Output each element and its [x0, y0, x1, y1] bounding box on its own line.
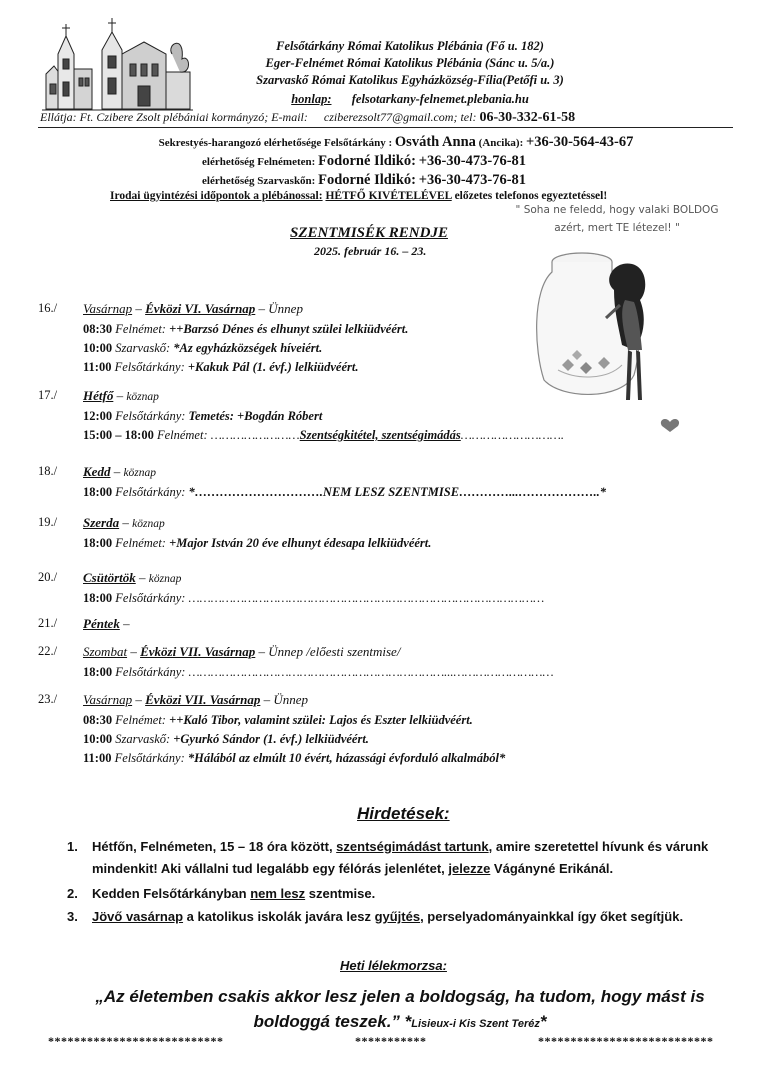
announcements-title: Hirdetések:: [357, 804, 450, 823]
mass-time: 08:30: [83, 322, 113, 336]
mass-place: Felnémet:: [115, 713, 166, 727]
header-care-line: [40, 110, 740, 126]
weekly-quote-end: boldoggá teszek.” *: [253, 1012, 412, 1031]
felnemet-name: Fodorné Ildikó:: [318, 153, 416, 169]
announcement-text: [92, 906, 757, 928]
sacristan-phone: +36-30-564-43-67: [526, 134, 634, 150]
mass-time: 11:00: [83, 360, 112, 374]
header-parish-2: Eger-Felnémet Római Katolikus Plébánia (Sánc u. 5/a.): [265, 56, 555, 70]
mass-place: Felnémet:: [115, 536, 166, 550]
contact-szarvasko: [202, 172, 526, 189]
mass-intention: ……………………………………………………………………………………: [188, 591, 545, 605]
image-quote-line-1: " Soha ne feledd, hogy valaki BOLDOG: [515, 204, 719, 216]
announcement-text-emph: szentségimádást tartunk: [336, 839, 489, 854]
day-name: Vasárnap: [83, 301, 133, 316]
mass-entry: [83, 409, 322, 424]
mass-entry: [83, 428, 564, 443]
mass-intention-tail: ……………………….: [460, 428, 564, 442]
mass-place: Szarvaskő:: [115, 732, 171, 746]
mass-intention: ……………………………………………………………...………………………: [188, 665, 554, 679]
day-separator: –: [113, 388, 127, 403]
mass-entry: [83, 751, 505, 766]
girl-with-jar-illustration: [515, 200, 734, 445]
feast-name: Évközi VII. Vasárnap: [145, 692, 261, 707]
day-name: Kedd: [83, 464, 111, 479]
day-heading: [83, 515, 165, 531]
announcement-text-part: a katolikus iskolák javára lesz: [183, 909, 375, 924]
mass-intention: +Gyurkó Sándor (1. évf.) lelkiüdvéért.: [173, 732, 369, 746]
mass-place: Felsőtárkány:: [114, 751, 185, 765]
mass-intention: Temetés: +Bogdán Róbert: [188, 409, 323, 423]
mass-place: Felnémet:: [115, 322, 166, 336]
mass-time: 18:00: [83, 536, 113, 550]
mass-place: Felsőtárkány:: [115, 485, 186, 499]
day-name: Csütörtök: [83, 570, 136, 585]
announcement-text-emph: Jövő vasárnap: [92, 909, 184, 924]
felnemet-phone: +36-30-473-76-81: [418, 153, 527, 169]
day-name: Szerda: [83, 515, 120, 530]
announcement-text-emph: gyűjtés: [374, 909, 421, 924]
mass-entry: [83, 536, 431, 551]
mass-time: 12:00: [83, 409, 113, 423]
day-heading: [83, 570, 181, 586]
day-number: 16./: [38, 301, 58, 315]
weekly-quote-line-1: „Az életemben csakis akkor lesz jelen a boldogság, ha tudom, hogy mást is: [95, 987, 705, 1006]
mass-place: Szarvaskő:: [115, 341, 171, 355]
announcement-3: [67, 906, 757, 928]
weekly-end-star: *: [539, 1012, 547, 1031]
weekly-quote: [40, 984, 760, 1037]
mass-intention: *Hálából az elmúlt 10 évért, házassági évforduló alkalmából*: [187, 751, 506, 765]
mass-entry: [83, 322, 408, 337]
church-logo: [40, 14, 195, 116]
announcement-2: [67, 883, 747, 905]
announcement-number: 1.: [67, 839, 78, 854]
heart-icon: [661, 419, 679, 432]
day-number: 21./: [38, 616, 58, 630]
mass-intention: ++Kaló Tibor, valamint szülei: Lajos és Eszter lelkiüdvéért.: [169, 713, 473, 727]
mass-time: 18:00: [83, 665, 113, 679]
mass-time: 18:00: [83, 591, 113, 605]
day-suffix: köznap: [126, 391, 159, 403]
day-number: 18./: [38, 464, 58, 478]
day-heading: [83, 616, 130, 632]
announcement-text: [92, 836, 747, 880]
announcement-text-emph: jelezze: [448, 861, 491, 876]
day-number: 19./: [38, 515, 58, 529]
office-label: Irodai ügyintézési időpontok a plébánossal:: [110, 190, 323, 202]
day-number: 17./: [38, 388, 58, 402]
day-separator: –: [119, 616, 130, 631]
announcement-text-emph: nem lesz: [250, 886, 306, 901]
image-quote-line-2: azért, mert TE létezel! ": [554, 222, 680, 234]
day-name: Péntek: [83, 616, 120, 631]
footer-stars-left: ***************************: [48, 1034, 224, 1048]
szarvasko-phone: +36-30-473-76-81: [418, 172, 527, 188]
announcement-text: [92, 883, 747, 905]
weekly-attribution: Lisieux-i Kis Szent Teréz: [411, 1018, 540, 1030]
day-name: Szombat: [83, 644, 128, 659]
tel-label: tel:: [460, 110, 477, 124]
mass-entry: [83, 713, 473, 728]
office-note: előzetes telefonos egyeztetéssel!: [454, 190, 608, 202]
day-separator: –: [132, 692, 146, 707]
mass-time: 10:00: [83, 341, 113, 355]
mass-intention: *………………………….NEM LESZ SZENTMISE…………...………………..*: [188, 485, 606, 499]
day-number: 20./: [38, 570, 58, 584]
header-homepage: [200, 92, 620, 107]
mass-intention-emph: Szentségkitétel, szentségimádás: [299, 428, 461, 442]
mass-intention: +Major István 20 éve elhunyt édesapa lelkiüdvéért.: [169, 536, 432, 550]
header-divider: [38, 127, 733, 128]
day-separator: –: [132, 301, 146, 316]
day-suffix: köznap: [123, 467, 157, 479]
mass-entry: [83, 732, 369, 747]
mass-time: 08:30: [83, 713, 113, 727]
mass-place: Felsőtárkány:: [114, 360, 185, 374]
email-link[interactable]: cziberezsolt77@gmail.com;: [323, 110, 458, 124]
announcement-1: [67, 836, 747, 880]
szarvasko-label: elérhetőség Szarvaskőn:: [202, 175, 316, 187]
mass-entry: [83, 485, 606, 500]
mass-place: Felsőtárkány:: [115, 591, 186, 605]
day-number: 22./: [38, 644, 58, 658]
schedule-title: SZENTMISÉK RENDJE: [290, 225, 448, 241]
day-suffix: – Ünnep /előesti szentmise/: [255, 644, 401, 659]
mass-intention: *Az egyházközségek híveiért.: [173, 341, 323, 355]
office-days: HÉTFŐ KIVÉTELÉVEL: [325, 190, 452, 202]
mass-intention: +Kakuk Pál (1. évf.) lelkiüdvéért.: [187, 360, 359, 374]
day-name: Vasárnap: [83, 692, 133, 707]
day-separator: –: [119, 515, 133, 530]
header-parish-3: Szarvaskő Római Katolikus Egyházközség-Fília(Petőfi u. 3): [256, 73, 564, 87]
announcement-text-part: Hétfőn, Felnémeten, 15 – 18 óra között,: [92, 839, 337, 854]
day-heading: [83, 388, 159, 404]
day-heading: [83, 644, 400, 660]
mass-entry: [83, 360, 359, 375]
day-separator: –: [127, 644, 141, 659]
announcement-text-part: szentmise.: [305, 886, 376, 901]
mass-entry: [83, 665, 554, 680]
sacristan-label: Sekrestyés-harangozó elérhetősége Felsőtárkány :: [158, 137, 393, 149]
day-heading: [83, 464, 156, 480]
homepage-label: honlap:: [291, 92, 332, 106]
day-separator: –: [110, 464, 124, 479]
mass-time: 18:00: [83, 485, 113, 499]
footer-stars-right: ***************************: [538, 1034, 714, 1048]
weekly-label: Heti lélekmorzsa:: [340, 958, 447, 973]
mass-place: Felnémet:: [156, 428, 208, 442]
announcement-text-part: , perselyadományainkkal így őket segítjük.: [420, 909, 684, 924]
mass-time: 10:00: [83, 732, 113, 746]
tel-number: 06-30-332-61-58: [479, 110, 576, 125]
announcement-text-part: Kedden Felsőtárkányban: [92, 886, 251, 901]
day-name: Hétfő: [83, 388, 114, 403]
mass-place: Felsőtárkány:: [115, 409, 186, 423]
homepage-link[interactable]: felsotarkany-felnemet.plebania.hu: [351, 92, 529, 106]
day-suffix: – Ünnep: [260, 692, 309, 707]
mass-place: Felsőtárkány:: [115, 665, 186, 679]
mass-time: 11:00: [83, 751, 112, 765]
header-parish-1: Felsőtárkány Római Katolikus Plébánia (Fő u. 182): [276, 39, 544, 53]
day-suffix: – Ünnep: [255, 301, 303, 316]
announcement-text-part: , amire szeretettel hívunk és várunk mindenkit! Aki vállalni tud legalább egy félórás jelenlétet,: [92, 839, 709, 876]
mass-entry: [83, 591, 544, 606]
sacristan-nick: (Ancika):: [478, 137, 524, 149]
szarvasko-name: Fodorné Ildikó:: [318, 172, 416, 188]
mass-time: 15:00 – 18:00: [83, 428, 154, 442]
footer-stars-middle: ***********: [355, 1034, 427, 1048]
feast-name: Évközi VI. Vasárnap: [145, 301, 256, 316]
day-heading: [83, 301, 303, 317]
schedule-dates: 2025. február 16. – 23.: [314, 244, 427, 258]
day-suffix: köznap: [148, 573, 182, 585]
weekly-quote-line-2: [40, 1009, 760, 1037]
announcement-number: 2.: [67, 886, 78, 901]
mass-intention: ++Barzsó Dénes és elhunyt szülei lelkiüdvéért.: [169, 322, 409, 336]
sacristan-name: Osváth Anna: [394, 134, 476, 150]
day-heading: [83, 692, 308, 708]
contact-felnemet: [202, 153, 526, 170]
care-line-text: Ellátja: Ft. Czibere Zsolt plébániai kormányzó; E-mail:: [40, 110, 308, 124]
day-number: 23./: [38, 692, 58, 706]
feast-name: Évközi VII. Vasárnap: [140, 644, 256, 659]
announcement-number: 3.: [67, 909, 78, 924]
day-suffix: köznap: [132, 518, 165, 530]
announcement-text-part: Vágányné Erikánál.: [490, 861, 614, 876]
contact-sacristan: [96, 134, 696, 151]
felnemet-label: elérhetőség Felnémeten:: [202, 156, 316, 168]
mass-intention: ……………………: [210, 428, 300, 442]
mass-entry: [83, 341, 322, 356]
day-separator: –: [135, 570, 149, 585]
